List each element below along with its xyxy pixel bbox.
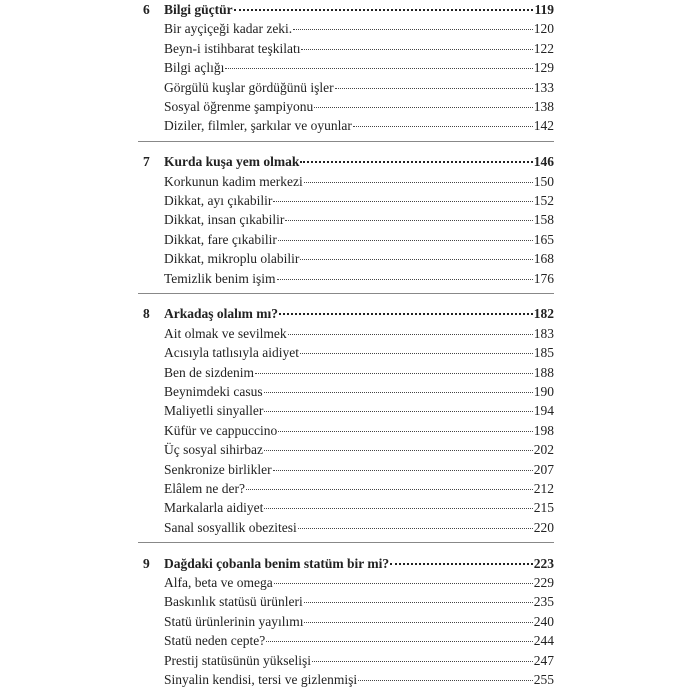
toc-chapter-entry[interactable] bbox=[143, 306, 554, 322]
page-number: 244 bbox=[533, 633, 554, 649]
chapter-number: 9 bbox=[143, 555, 150, 571]
page-number: 212 bbox=[533, 481, 554, 496]
section-title: Elâlem ne der? bbox=[164, 481, 245, 496]
page-number: 120 bbox=[533, 21, 554, 37]
page-number: 185 bbox=[533, 345, 554, 361]
dot-leader bbox=[225, 68, 532, 69]
page-number: 138 bbox=[533, 99, 554, 114]
section-title: Alfa, beta ve omega bbox=[164, 575, 273, 590]
dot-leader bbox=[279, 313, 533, 315]
dot-leader bbox=[274, 583, 533, 584]
toc-chapter-entry[interactable] bbox=[143, 154, 554, 170]
dot-leader bbox=[264, 508, 532, 509]
chapter-number: 8 bbox=[143, 306, 150, 322]
toc-section-entry[interactable] bbox=[164, 251, 554, 267]
toc-section-entry[interactable] bbox=[164, 326, 554, 342]
section-title: Korkunun kadim merkezi bbox=[164, 173, 303, 189]
dot-leader bbox=[304, 602, 533, 603]
section-title: Beyn-i istihbarat teşkilatı bbox=[164, 40, 301, 56]
section-title: Statü ürünlerinin yayılımı bbox=[164, 613, 304, 629]
section-title: Sosyal öğrenme şampiyonu bbox=[164, 99, 314, 114]
section-title: Dikkat, fare çıkabilir bbox=[164, 231, 277, 247]
section-title: Senkronize birlikler bbox=[164, 461, 272, 477]
dot-leader bbox=[312, 661, 533, 662]
toc-section-entry[interactable] bbox=[164, 21, 554, 37]
chapter-divider bbox=[138, 293, 554, 294]
page-number: 182 bbox=[533, 306, 554, 322]
chapter-divider bbox=[138, 141, 554, 142]
chapter-title: Arkadaş olalım mı? bbox=[164, 306, 279, 322]
toc-section-entry[interactable] bbox=[164, 594, 554, 610]
section-title: Diziler, filmler, şarkılar ve oyunlar bbox=[164, 118, 352, 134]
dot-leader bbox=[273, 470, 533, 471]
section-title: Dikkat, ayı çıkabilir bbox=[164, 193, 273, 208]
toc-section-entry[interactable] bbox=[164, 212, 554, 228]
toc-section-entry[interactable] bbox=[164, 345, 554, 361]
page-number: 142 bbox=[533, 118, 554, 134]
chapter-title: Dağdaki çobanla benim statüm bir mi? bbox=[164, 555, 390, 571]
page-number: 165 bbox=[533, 231, 554, 247]
page-number: 150 bbox=[533, 173, 554, 189]
toc-section-entry[interactable] bbox=[164, 174, 554, 190]
toc-section-entry[interactable] bbox=[164, 442, 554, 458]
toc-section-entry[interactable] bbox=[164, 384, 554, 400]
toc-section-entry[interactable] bbox=[164, 500, 554, 516]
dot-leader bbox=[285, 220, 532, 221]
toc-chapter-entry[interactable] bbox=[143, 555, 554, 572]
toc-section-entry[interactable] bbox=[164, 365, 554, 381]
page-number: 215 bbox=[533, 500, 554, 516]
toc-section-entry[interactable] bbox=[164, 193, 554, 209]
section-title: Temizlik benim işim bbox=[164, 270, 276, 286]
section-title: Ben de sizdenim bbox=[164, 364, 254, 380]
dot-leader bbox=[304, 182, 533, 183]
section-title: Üç sosyal sihirbaz bbox=[164, 442, 263, 458]
page-number: 207 bbox=[533, 461, 554, 477]
dot-leader bbox=[293, 29, 533, 30]
section-title: Markalarla aidiyet bbox=[164, 500, 264, 516]
section-title: Maliyetli sinyaller bbox=[164, 403, 264, 419]
dot-leader bbox=[273, 201, 532, 202]
section-title: Prestij statüsünün yükselişi bbox=[164, 652, 312, 668]
toc-section-entry[interactable] bbox=[164, 232, 554, 248]
toc-section-entry[interactable] bbox=[164, 423, 554, 439]
toc-section-entry[interactable] bbox=[164, 653, 554, 669]
chapter-number: 7 bbox=[143, 154, 150, 170]
dot-leader bbox=[264, 392, 533, 393]
page-number: 183 bbox=[533, 325, 554, 341]
chapter-number: 6 bbox=[143, 2, 150, 17]
dot-leader bbox=[304, 622, 532, 623]
section-title: Statü neden cepte? bbox=[164, 633, 266, 649]
dot-leader bbox=[266, 641, 533, 642]
dot-leader bbox=[288, 334, 533, 335]
toc-section-entry[interactable] bbox=[164, 462, 554, 478]
page-number: 158 bbox=[533, 212, 554, 228]
section-title: Bir ayçiçeği kadar zeki. bbox=[164, 21, 293, 37]
dot-leader bbox=[353, 126, 533, 127]
toc-section-entry[interactable] bbox=[164, 633, 554, 649]
section-title: Bilgi açlığı bbox=[164, 60, 225, 76]
dot-leader bbox=[278, 431, 533, 432]
section-title: Dikkat, mikroplu olabilir bbox=[164, 251, 300, 267]
toc-section-entry[interactable] bbox=[164, 614, 554, 630]
section-title: Sinyalin kendisi, tersi ve gizlenmişi bbox=[164, 672, 358, 687]
page-number: 202 bbox=[533, 442, 554, 458]
section-title: Beynimdeki casus bbox=[164, 384, 263, 399]
page-number: 188 bbox=[533, 364, 554, 380]
page-number: 190 bbox=[533, 384, 554, 399]
toc-chapter-entry[interactable] bbox=[143, 2, 554, 18]
toc-section-entry[interactable] bbox=[164, 575, 554, 591]
page-number: 122 bbox=[533, 40, 554, 56]
dot-leader bbox=[300, 259, 532, 260]
dot-leader bbox=[255, 373, 533, 374]
section-title: Dikkat, insan çıkabilir bbox=[164, 212, 285, 228]
dot-leader bbox=[234, 9, 534, 11]
page-number: 198 bbox=[533, 422, 554, 438]
toc-section-entry[interactable] bbox=[164, 403, 554, 419]
page-number: 146 bbox=[533, 154, 554, 170]
section-title: Küfür ve cappuccino bbox=[164, 422, 278, 438]
dot-leader bbox=[314, 107, 533, 108]
page-number: 229 bbox=[533, 575, 554, 590]
dot-leader bbox=[300, 353, 533, 354]
toc-section-entry[interactable] bbox=[164, 520, 554, 536]
dot-leader bbox=[358, 680, 533, 681]
toc-section-entry[interactable] bbox=[164, 60, 554, 76]
toc-section-entry[interactable] bbox=[164, 118, 554, 134]
toc-section-entry[interactable] bbox=[164, 672, 554, 688]
dot-leader bbox=[277, 279, 533, 280]
page-number: 133 bbox=[533, 79, 554, 95]
toc-section-entry[interactable] bbox=[164, 80, 554, 96]
toc-section-entry[interactable] bbox=[164, 99, 554, 115]
section-title: Baskınlık statüsü ürünleri bbox=[164, 594, 303, 610]
dot-leader bbox=[301, 49, 532, 50]
page-number: 119 bbox=[534, 2, 554, 17]
dot-leader bbox=[335, 88, 533, 89]
section-title: Ait olmak ve sevilmek bbox=[164, 325, 287, 341]
toc-section-entry[interactable] bbox=[164, 271, 554, 287]
page-number: 247 bbox=[533, 652, 554, 668]
dot-leader bbox=[246, 489, 533, 490]
page-number: 152 bbox=[533, 193, 554, 208]
page-number: 168 bbox=[533, 251, 554, 267]
dot-leader bbox=[278, 240, 533, 241]
page-number: 255 bbox=[533, 672, 554, 687]
page-number: 235 bbox=[533, 594, 554, 610]
dot-leader bbox=[300, 161, 532, 163]
page-number: 240 bbox=[533, 613, 554, 629]
chapter-title: Bilgi güçtür bbox=[164, 2, 233, 17]
page-number: 129 bbox=[533, 60, 554, 76]
chapter-divider bbox=[138, 542, 554, 543]
section-title: Görgülü kuşlar gördüğünü işler bbox=[164, 79, 334, 95]
dot-leader bbox=[264, 411, 532, 412]
chapter-title: Kurda kuşa yem olmak bbox=[164, 154, 300, 170]
page-number: 223 bbox=[533, 555, 554, 571]
section-title: Acısıyla tatlısıyla aidiyet bbox=[164, 345, 299, 361]
page-number: 194 bbox=[533, 403, 554, 419]
dot-leader bbox=[390, 563, 533, 565]
section-title: Sanal sosyallik obezitesi bbox=[164, 519, 297, 535]
toc-section-entry[interactable] bbox=[164, 481, 554, 497]
toc-section-entry[interactable] bbox=[164, 41, 554, 57]
dot-leader bbox=[298, 528, 533, 529]
page-number: 176 bbox=[533, 270, 554, 286]
dot-leader bbox=[264, 450, 533, 451]
page-number: 220 bbox=[533, 519, 554, 535]
